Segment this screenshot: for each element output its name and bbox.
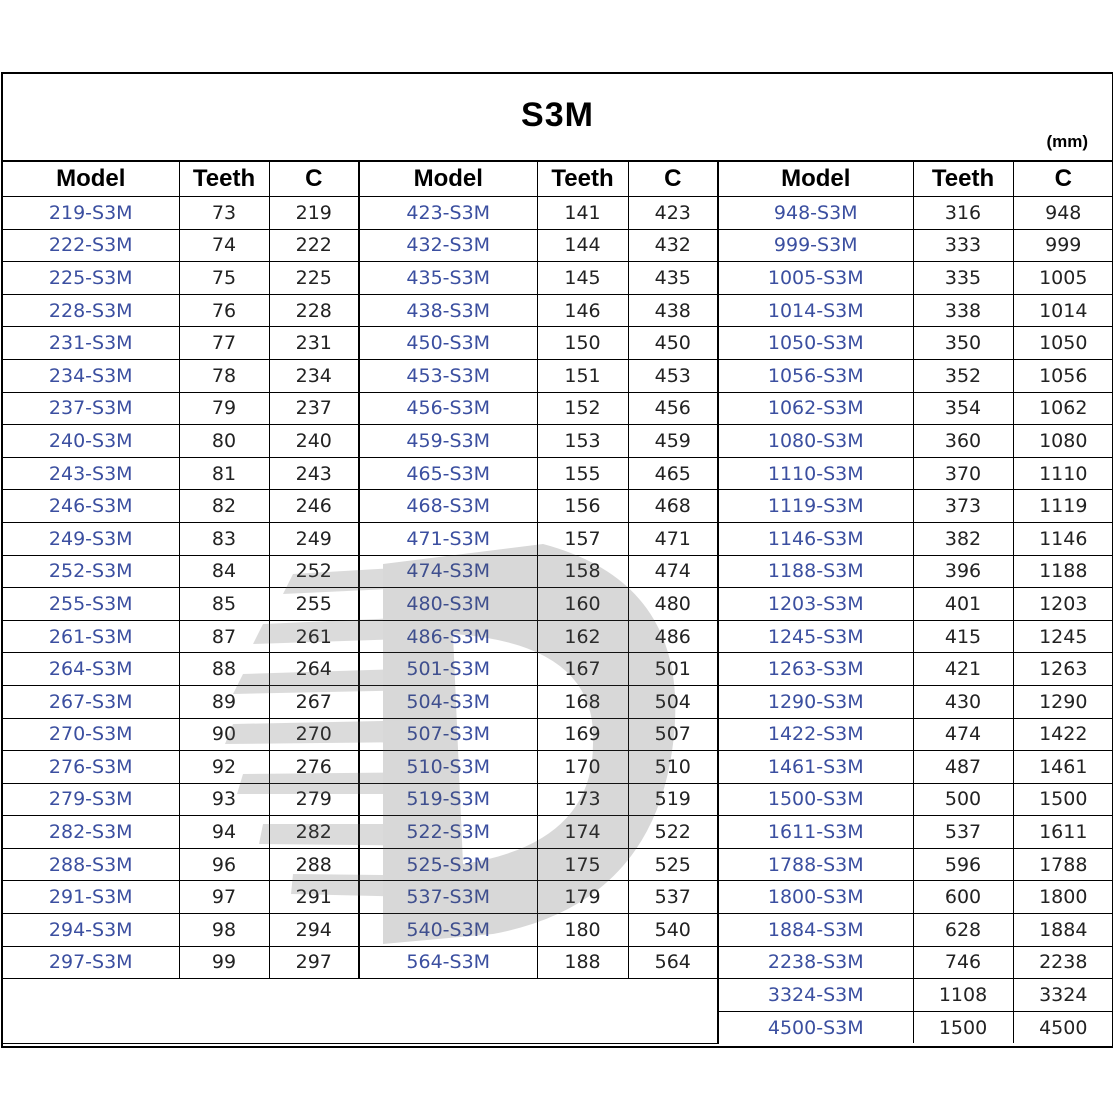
teeth-cell: 88 [179, 653, 269, 686]
model-cell: 234-S3M [3, 359, 179, 392]
teeth-cell: 89 [179, 685, 269, 718]
table-row [3, 425, 1113, 458]
model-cell: 450-S3M [359, 327, 537, 360]
c-cell: 432 [628, 229, 718, 262]
teeth-cell: 78 [179, 359, 269, 392]
c-cell: 1146 [1013, 522, 1113, 555]
c-cell: 3324 [1013, 979, 1113, 1012]
c-cell: 249 [269, 522, 359, 555]
c-cell: 1422 [1013, 718, 1113, 751]
table-row [3, 946, 1113, 979]
c-cell: 291 [269, 881, 359, 914]
teeth-cell: 537 [913, 816, 1013, 849]
model-cell: 264-S3M [3, 653, 179, 686]
teeth-cell: 1500 [913, 1011, 1013, 1043]
teeth-cell: 85 [179, 588, 269, 621]
table-row [3, 751, 1113, 784]
teeth-cell: 596 [913, 848, 1013, 881]
c-cell: 501 [628, 653, 718, 686]
model-cell: 1110-S3M [718, 457, 913, 490]
model-cell: 540-S3M [359, 914, 537, 947]
table-row [3, 816, 1113, 849]
teeth-cell: 338 [913, 294, 1013, 327]
table-body [3, 197, 1113, 1044]
teeth-cell: 174 [537, 816, 628, 849]
teeth-cell: 500 [913, 783, 1013, 816]
model-cell: 432-S3M [359, 229, 537, 262]
c-cell: 450 [628, 327, 718, 360]
model-cell: 471-S3M [359, 522, 537, 555]
teeth-cell: 82 [179, 490, 269, 523]
c-cell: 282 [269, 816, 359, 849]
header-model: Model [3, 161, 179, 197]
model-cell: 1203-S3M [718, 588, 913, 621]
teeth-cell: 76 [179, 294, 269, 327]
c-cell: 540 [628, 914, 718, 947]
belt-size-table [3, 160, 1113, 1044]
model-cell: 537-S3M [359, 881, 537, 914]
c-cell: 1056 [1013, 359, 1113, 392]
teeth-cell: 141 [537, 197, 628, 230]
teeth-cell: 170 [537, 751, 628, 784]
table-row [3, 490, 1113, 523]
teeth-cell: 151 [537, 359, 628, 392]
teeth-cell: 97 [179, 881, 269, 914]
model-cell: 468-S3M [359, 490, 537, 523]
c-cell: 288 [269, 848, 359, 881]
c-cell: 1110 [1013, 457, 1113, 490]
model-cell: 507-S3M [359, 718, 537, 751]
model-cell: 2238-S3M [718, 946, 913, 979]
c-cell: 261 [269, 620, 359, 653]
model-cell: 246-S3M [3, 490, 179, 523]
model-cell: 501-S3M [359, 653, 537, 686]
model-cell: 1884-S3M [718, 914, 913, 947]
c-cell: 267 [269, 685, 359, 718]
model-cell: 288-S3M [3, 848, 179, 881]
teeth-cell: 401 [913, 588, 1013, 621]
c-cell: 1080 [1013, 425, 1113, 458]
c-cell: 222 [269, 229, 359, 262]
model-cell: 1800-S3M [718, 881, 913, 914]
empty-cell [3, 979, 718, 1044]
c-cell: 459 [628, 425, 718, 458]
c-cell: 4500 [1013, 1011, 1113, 1043]
model-cell: 225-S3M [3, 262, 179, 295]
c-cell: 297 [269, 946, 359, 979]
table-row [3, 848, 1113, 881]
teeth-cell: 152 [537, 392, 628, 425]
model-cell: 1005-S3M [718, 262, 913, 295]
table-row [3, 359, 1113, 392]
c-cell: 1203 [1013, 588, 1113, 621]
table-row [3, 392, 1113, 425]
table-row [3, 327, 1113, 360]
header-c: C [1013, 161, 1113, 197]
model-cell: 276-S3M [3, 751, 179, 784]
c-cell: 228 [269, 294, 359, 327]
c-cell: 270 [269, 718, 359, 751]
table-row [3, 881, 1113, 914]
teeth-cell: 77 [179, 327, 269, 360]
model-cell: 948-S3M [718, 197, 913, 230]
c-cell: 453 [628, 359, 718, 392]
teeth-cell: 75 [179, 262, 269, 295]
teeth-cell: 150 [537, 327, 628, 360]
model-cell: 1080-S3M [718, 425, 913, 458]
model-cell: 228-S3M [3, 294, 179, 327]
model-cell: 1611-S3M [718, 816, 913, 849]
model-cell: 1245-S3M [718, 620, 913, 653]
c-cell: 507 [628, 718, 718, 751]
teeth-cell: 155 [537, 457, 628, 490]
model-cell: 1422-S3M [718, 718, 913, 751]
teeth-cell: 354 [913, 392, 1013, 425]
model-cell: 1461-S3M [718, 751, 913, 784]
model-cell: 1050-S3M [718, 327, 913, 360]
c-cell: 237 [269, 392, 359, 425]
c-cell: 1500 [1013, 783, 1113, 816]
c-cell: 423 [628, 197, 718, 230]
teeth-cell: 87 [179, 620, 269, 653]
teeth-cell: 335 [913, 262, 1013, 295]
teeth-cell: 179 [537, 881, 628, 914]
c-cell: 438 [628, 294, 718, 327]
teeth-cell: 167 [537, 653, 628, 686]
model-cell: 525-S3M [359, 848, 537, 881]
teeth-cell: 94 [179, 816, 269, 849]
model-cell: 294-S3M [3, 914, 179, 947]
table-row [3, 783, 1113, 816]
c-cell: 1050 [1013, 327, 1113, 360]
c-cell: 243 [269, 457, 359, 490]
teeth-cell: 350 [913, 327, 1013, 360]
header-teeth: Teeth [913, 161, 1013, 197]
table-row [3, 718, 1113, 751]
teeth-cell: 1108 [913, 979, 1013, 1012]
model-cell: 435-S3M [359, 262, 537, 295]
table-row [3, 588, 1113, 621]
c-cell: 1800 [1013, 881, 1113, 914]
teeth-cell: 81 [179, 457, 269, 490]
model-cell: 1119-S3M [718, 490, 913, 523]
model-cell: 261-S3M [3, 620, 179, 653]
teeth-cell: 415 [913, 620, 1013, 653]
header-model: Model [718, 161, 913, 197]
teeth-cell: 421 [913, 653, 1013, 686]
header-c: C [628, 161, 718, 197]
c-cell: 1119 [1013, 490, 1113, 523]
teeth-cell: 382 [913, 522, 1013, 555]
c-cell: 525 [628, 848, 718, 881]
c-cell: 510 [628, 751, 718, 784]
model-cell: 219-S3M [3, 197, 179, 230]
model-cell: 453-S3M [359, 359, 537, 392]
teeth-cell: 162 [537, 620, 628, 653]
teeth-cell: 84 [179, 555, 269, 588]
model-cell: 249-S3M [3, 522, 179, 555]
c-cell: 435 [628, 262, 718, 295]
model-cell: 1290-S3M [718, 685, 913, 718]
model-cell: 1500-S3M [718, 783, 913, 816]
model-cell: 438-S3M [359, 294, 537, 327]
header-c: C [269, 161, 359, 197]
c-cell: 240 [269, 425, 359, 458]
table-row [3, 914, 1113, 947]
c-cell: 522 [628, 816, 718, 849]
teeth-cell: 169 [537, 718, 628, 751]
model-cell: 474-S3M [359, 555, 537, 588]
c-cell: 1062 [1013, 392, 1113, 425]
model-cell: 3324-S3M [718, 979, 913, 1012]
c-cell: 1788 [1013, 848, 1113, 881]
c-cell: 480 [628, 588, 718, 621]
header-teeth: Teeth [179, 161, 269, 197]
teeth-cell: 99 [179, 946, 269, 979]
table-row [3, 555, 1113, 588]
model-cell: 522-S3M [359, 816, 537, 849]
c-cell: 279 [269, 783, 359, 816]
model-cell: 486-S3M [359, 620, 537, 653]
teeth-cell: 474 [913, 718, 1013, 751]
teeth-cell: 92 [179, 751, 269, 784]
teeth-cell: 156 [537, 490, 628, 523]
c-cell: 234 [269, 359, 359, 392]
teeth-cell: 145 [537, 262, 628, 295]
table-row [3, 262, 1113, 295]
teeth-cell: 83 [179, 522, 269, 555]
c-cell: 456 [628, 392, 718, 425]
model-cell: 222-S3M [3, 229, 179, 262]
teeth-cell: 80 [179, 425, 269, 458]
c-cell: 504 [628, 685, 718, 718]
teeth-cell: 73 [179, 197, 269, 230]
teeth-cell: 96 [179, 848, 269, 881]
model-cell: 423-S3M [359, 197, 537, 230]
c-cell: 948 [1013, 197, 1113, 230]
header-model: Model [359, 161, 537, 197]
c-cell: 1188 [1013, 555, 1113, 588]
teeth-cell: 370 [913, 457, 1013, 490]
header-teeth: Teeth [537, 161, 628, 197]
teeth-cell: 175 [537, 848, 628, 881]
model-cell: 1788-S3M [718, 848, 913, 881]
teeth-cell: 396 [913, 555, 1013, 588]
model-cell: 252-S3M [3, 555, 179, 588]
model-cell: 291-S3M [3, 881, 179, 914]
model-cell: 465-S3M [359, 457, 537, 490]
teeth-cell: 153 [537, 425, 628, 458]
model-cell: 510-S3M [359, 751, 537, 784]
teeth-cell: 79 [179, 392, 269, 425]
model-cell: 1014-S3M [718, 294, 913, 327]
model-cell: 231-S3M [3, 327, 179, 360]
table-row [3, 685, 1113, 718]
c-cell: 1263 [1013, 653, 1113, 686]
title-band [3, 74, 1112, 162]
c-cell: 1014 [1013, 294, 1113, 327]
teeth-cell: 93 [179, 783, 269, 816]
teeth-cell: 487 [913, 751, 1013, 784]
c-cell: 1245 [1013, 620, 1113, 653]
c-cell: 231 [269, 327, 359, 360]
model-cell: 297-S3M [3, 946, 179, 979]
table-row [3, 979, 1113, 1012]
model-cell: 282-S3M [3, 816, 179, 849]
teeth-cell: 98 [179, 914, 269, 947]
teeth-cell: 628 [913, 914, 1013, 947]
model-cell: 999-S3M [718, 229, 913, 262]
teeth-cell: 746 [913, 946, 1013, 979]
teeth-cell: 352 [913, 359, 1013, 392]
model-cell: 4500-S3M [718, 1011, 913, 1043]
model-cell: 504-S3M [359, 685, 537, 718]
c-cell: 519 [628, 783, 718, 816]
teeth-cell: 90 [179, 718, 269, 751]
c-cell: 246 [269, 490, 359, 523]
c-cell: 1290 [1013, 685, 1113, 718]
c-cell: 1461 [1013, 751, 1113, 784]
c-cell: 1884 [1013, 914, 1113, 947]
unit-label: (mm) [1046, 132, 1088, 151]
table-row [3, 457, 1113, 490]
teeth-cell: 74 [179, 229, 269, 262]
c-cell: 465 [628, 457, 718, 490]
c-cell: 276 [269, 751, 359, 784]
teeth-cell: 173 [537, 783, 628, 816]
c-cell: 2238 [1013, 946, 1113, 979]
model-cell: 564-S3M [359, 946, 537, 979]
teeth-cell: 373 [913, 490, 1013, 523]
c-cell: 255 [269, 588, 359, 621]
table-row [3, 197, 1113, 230]
c-cell: 225 [269, 262, 359, 295]
c-cell: 1005 [1013, 262, 1113, 295]
model-cell: 480-S3M [359, 588, 537, 621]
teeth-cell: 168 [537, 685, 628, 718]
teeth-cell: 160 [537, 588, 628, 621]
teeth-cell: 430 [913, 685, 1013, 718]
c-cell: 999 [1013, 229, 1113, 262]
model-cell: 459-S3M [359, 425, 537, 458]
c-cell: 252 [269, 555, 359, 588]
model-cell: 456-S3M [359, 392, 537, 425]
table-row [3, 653, 1113, 686]
teeth-cell: 360 [913, 425, 1013, 458]
model-cell: 1146-S3M [718, 522, 913, 555]
model-cell: 255-S3M [3, 588, 179, 621]
table-row [3, 294, 1113, 327]
model-cell: 1188-S3M [718, 555, 913, 588]
c-cell: 474 [628, 555, 718, 588]
teeth-cell: 188 [537, 946, 628, 979]
belt-size-table-sheet [1, 72, 1113, 1048]
teeth-cell: 144 [537, 229, 628, 262]
c-cell: 537 [628, 881, 718, 914]
table-title: S3M [521, 96, 594, 134]
model-cell: 1263-S3M [718, 653, 913, 686]
model-cell: 279-S3M [3, 783, 179, 816]
table-row [3, 522, 1113, 555]
teeth-cell: 157 [537, 522, 628, 555]
model-cell: 267-S3M [3, 685, 179, 718]
teeth-cell: 180 [537, 914, 628, 947]
teeth-cell: 333 [913, 229, 1013, 262]
teeth-cell: 600 [913, 881, 1013, 914]
c-cell: 564 [628, 946, 718, 979]
c-cell: 294 [269, 914, 359, 947]
model-cell: 270-S3M [3, 718, 179, 751]
c-cell: 1611 [1013, 816, 1113, 849]
teeth-cell: 316 [913, 197, 1013, 230]
c-cell: 219 [269, 197, 359, 230]
teeth-cell: 158 [537, 555, 628, 588]
model-cell: 237-S3M [3, 392, 179, 425]
c-cell: 468 [628, 490, 718, 523]
model-cell: 243-S3M [3, 457, 179, 490]
c-cell: 471 [628, 522, 718, 555]
c-cell: 486 [628, 620, 718, 653]
model-cell: 519-S3M [359, 783, 537, 816]
model-cell: 240-S3M [3, 425, 179, 458]
header-row [3, 161, 1113, 197]
model-cell: 1062-S3M [718, 392, 913, 425]
teeth-cell: 146 [537, 294, 628, 327]
c-cell: 264 [269, 653, 359, 686]
model-cell: 1056-S3M [718, 359, 913, 392]
table-row [3, 620, 1113, 653]
table-row [3, 229, 1113, 262]
